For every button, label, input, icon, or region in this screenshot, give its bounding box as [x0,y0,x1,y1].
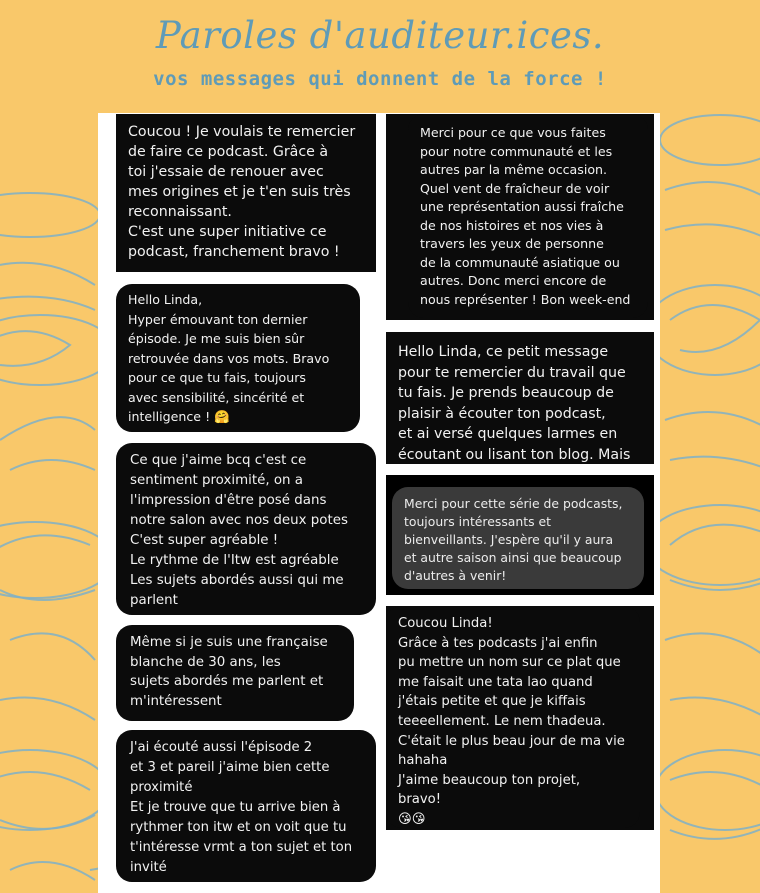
message-4: Même si je suis une française blanche de 30 ans, les sujets abordés me parlent et m'intéressent [116,625,354,721]
message-1: Coucou ! Je voulais te remercier de faire ce podcast. Grâce à toi j'essaie de renouer avec mes origines et je t'en suis très reconnaissant. C'est une super initiative ce podcast, franchement bravo ! [116,114,376,272]
message-9-container [386,606,654,830]
message-7: Hello Linda, ce petit message pour te remercier du travail que tu fais. Je prends beaucoup de plaisir à écouter ton podcast, et ai versé quelques larmes en écoutant ou lisant ton blog. Mais [386,332,654,464]
message-2: Hello Linda, Hyper émouvant ton dernier épisode. Je me suis bien sûr retrouvée dans vos mots. Bravo pour ce que tu fais, toujours avec sensibilité, sincérité et intelligence ! 🤗 [116,284,360,432]
message-6-container [386,114,654,320]
message-9: Coucou Linda! Grâce à tes podcasts j'ai enfin pu mettre un nom sur ce plat que me faisait une tata lao quand j'étais petite et que je kiffais teeeellement. Le nem thadeua. C'était le plus beau jour de ma vie hahaha J'aime beaucoup ton projet, bravo! 😘😘 [386,606,640,828]
message-8-container [386,475,654,595]
message-6: Merci pour ce que vous faites pour notre communauté et les autres par la même occasion. Quel vent de fraîcheur de voir une représentation aussi fraîche de nos histoires et nos vies à travers les yeux de personne de la communauté asiatique ou autres. Donc merci encore de nous représenter ! Bon week-end [408,114,648,318]
message-5: J'ai écouté aussi l'épisode 2 et 3 et pareil j'aime bien cette proximité Et je trouve que tu arrive bien à rythmer ton itw et on voit que tu t'intéresse vrmt a ton sujet et ton invité [116,730,376,882]
message-8: Merci pour cette série de podcasts, toujours intéressants et bienveillants. J'espère qu'il y aura et autre saison ainsi que beaucoup d'autres à venir! [392,487,644,589]
page-title: Paroles d'auditeur.ices. [155,14,605,57]
page-subtitle: vos messages qui donnent de la force ! [153,68,607,90]
message-3: Ce que j'aime bcq c'est ce sentiment proximité, on a l'impression d'être posé dans notre salon avec nos deux potes C'est super agréable ! Le rythme de l'Itw est agréable Les sujets abordés aussi qui me parlent [116,443,376,615]
